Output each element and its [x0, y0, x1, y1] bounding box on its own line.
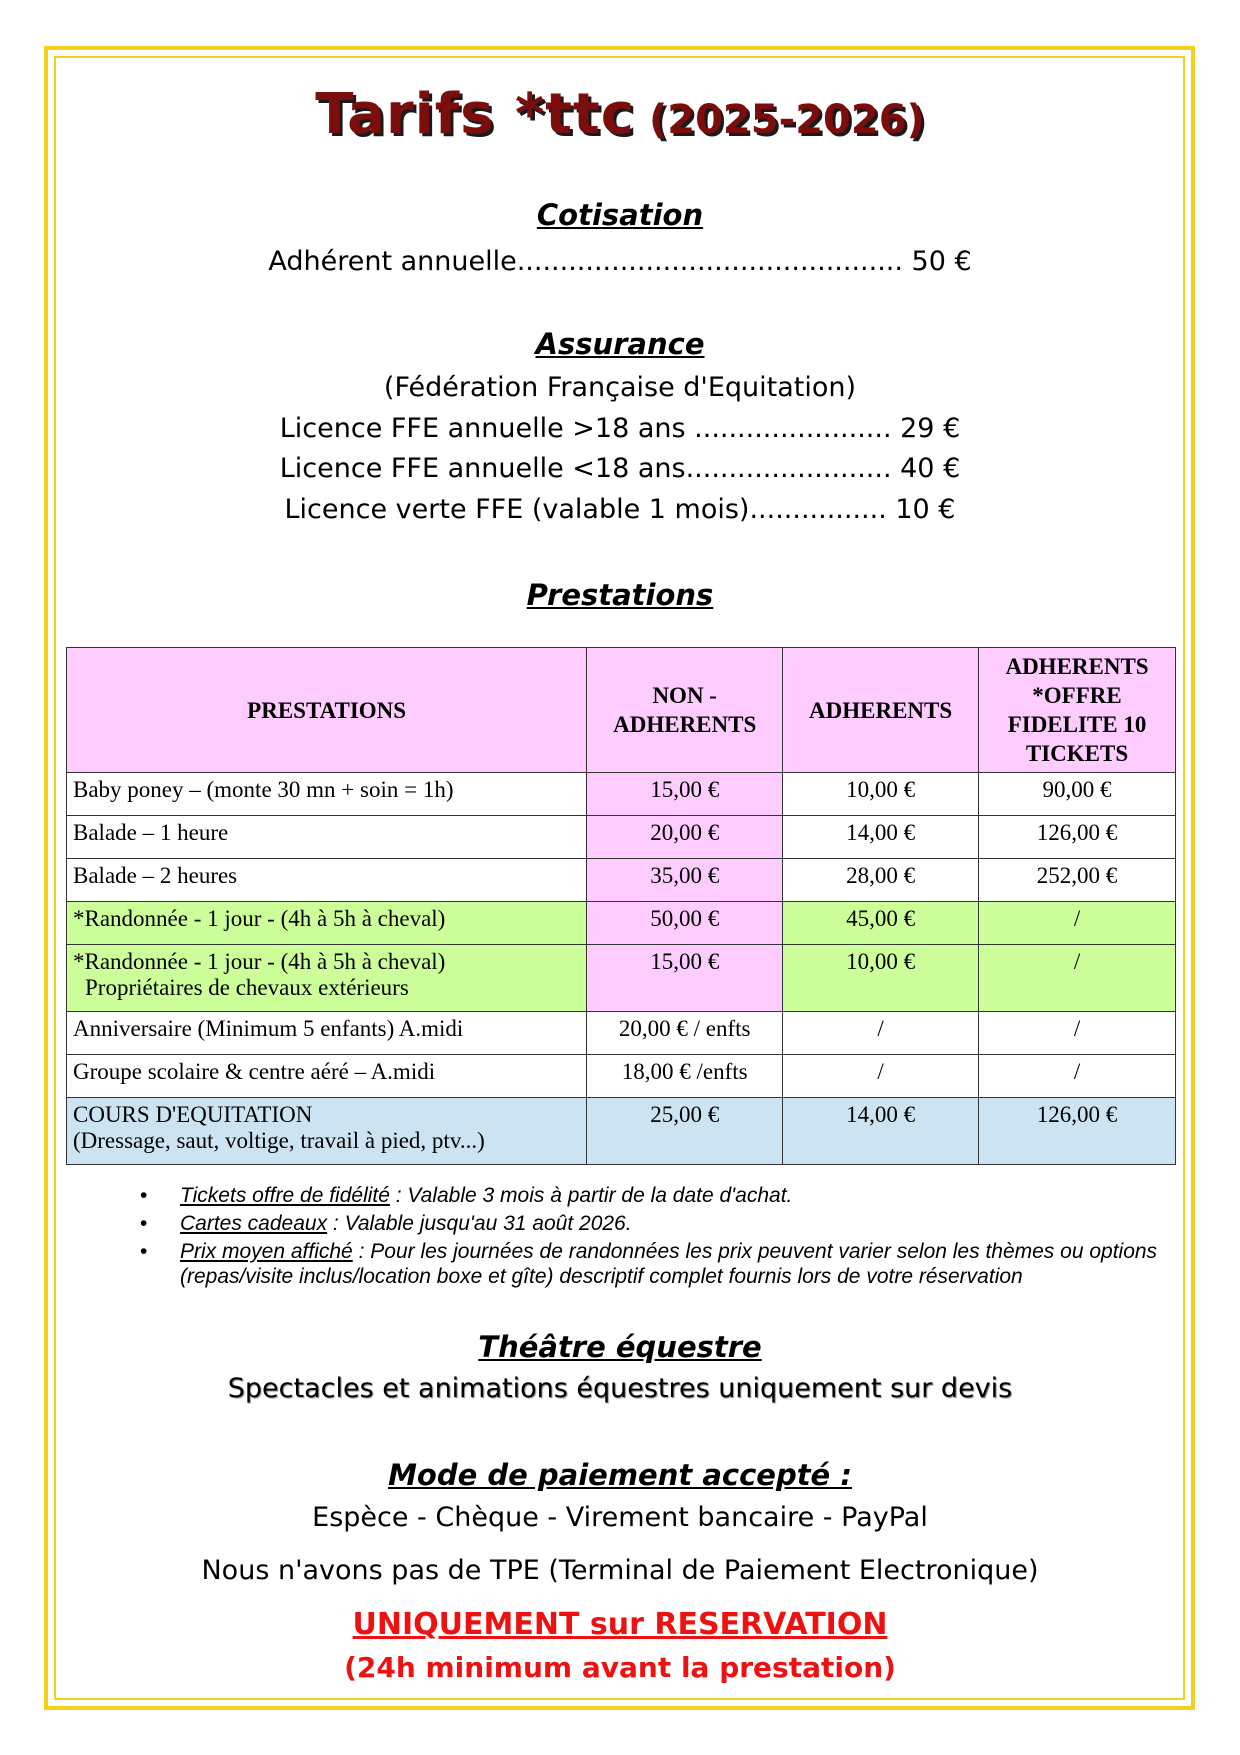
cell-adherents: 14,00 €	[783, 1098, 979, 1165]
table-row	[67, 1055, 1176, 1098]
cell-adherents: /	[783, 1012, 979, 1055]
reservation-line: UNIQUEMENT sur RESERVATION	[352, 1607, 888, 1642]
table-header-row	[67, 648, 1176, 773]
paiement-heading: Mode de paiement accepté :	[388, 1458, 852, 1492]
cell-adherents: 14,00 €	[783, 816, 979, 859]
note-item	[140, 1183, 1180, 1208]
licence-minor-line: Licence FFE annuelle <18 ans........................ 40 €	[279, 453, 961, 484]
col-header-fidelite: ADHERENTS *OFFRE FIDELITE 10 TICKETS	[979, 648, 1176, 773]
cotisation-line: Adhérent annuelle............................................. 50 €	[268, 246, 972, 277]
licence-adult-line: Licence FFE annuelle >18 ans ....................... 29 €	[279, 413, 961, 444]
table-row	[67, 816, 1176, 859]
bullet-icon: •	[140, 1240, 148, 1263]
cell-non-adherents: 20,00 € / enfts	[587, 1012, 783, 1055]
col-header-adherents: ADHERENTS	[783, 648, 979, 773]
title-main: Tarifs *ttc	[315, 82, 635, 147]
cell-adherents: 28,00 €	[783, 859, 979, 902]
cell-fidelite: /	[979, 945, 1176, 1012]
cell-non-adherents: 50,00 €	[587, 902, 783, 945]
bullet-icon: •	[140, 1184, 148, 1207]
cell-adherents: 10,00 €	[783, 945, 979, 1012]
note-text: : Valable 3 mois à partir de la date d'achat.	[389, 1184, 793, 1207]
table-row	[67, 859, 1176, 902]
cell-prestation	[67, 1055, 587, 1098]
cell-prestation	[67, 773, 587, 816]
cotisation-heading: Cotisation	[536, 198, 704, 232]
cell-fidelite: 90,00 €	[979, 773, 1176, 816]
theatre-line: Spectacles et animations équestres uniquement sur devis	[227, 1373, 1013, 1404]
cell-adherents: 10,00 €	[783, 773, 979, 816]
prestation-sub: (Dressage, saut, voltige, travail à pied, ptv...)	[73, 1128, 485, 1153]
note-key: Cartes cadeaux	[180, 1212, 328, 1235]
col-header-prestations: PRESTATIONS	[67, 648, 587, 773]
prestation-name: COURS D'EQUITATION	[73, 1102, 313, 1127]
cell-non-adherents: 15,00 €	[587, 773, 783, 816]
col-header-non-adherents: NON - ADHERENTS	[587, 648, 783, 773]
prestation-name: Anniversaire (Minimum 5 enfants) A.midi	[73, 1016, 464, 1041]
cell-fidelite: /	[979, 1055, 1176, 1098]
note-item	[140, 1239, 1180, 1289]
table-row	[67, 1098, 1176, 1165]
page-title	[0, 82, 1240, 147]
note-item	[140, 1211, 1180, 1236]
prestation-name: *Randonnée - 1 jour - (4h à 5h à cheval)	[73, 949, 446, 974]
assurance-heading: Assurance	[535, 327, 705, 361]
title-period: (2025-2026)	[648, 97, 925, 143]
reservation-delay: (24h minimum avant la prestation)	[344, 1651, 896, 1684]
table-row	[67, 1012, 1176, 1055]
assurance-subtitle: (Fédération Française d'Equitation)	[383, 372, 857, 403]
cell-non-adherents: 35,00 €	[587, 859, 783, 902]
cell-fidelite: /	[979, 902, 1176, 945]
prestation-name: *Randonnée - 1 jour - (4h à 5h à cheval)	[73, 906, 446, 931]
cell-prestation	[67, 1012, 587, 1055]
table-row	[67, 902, 1176, 945]
prestation-name: Groupe scolaire & centre aéré – A.midi	[73, 1059, 436, 1084]
cell-fidelite: 252,00 €	[979, 859, 1176, 902]
prestation-name: Balade – 2 heures	[73, 863, 238, 888]
prestation-sub: Propriétaires de chevaux extérieurs	[85, 975, 409, 1000]
cell-prestation	[67, 1098, 587, 1165]
paiement-note: Nous n'avons pas de TPE (Terminal de Paiement Electronique)	[201, 1555, 1039, 1586]
prestations-table	[66, 647, 1176, 1165]
note-key: Tickets offre de fidélité	[180, 1184, 390, 1207]
cell-prestation	[67, 902, 587, 945]
cell-fidelite: /	[979, 1012, 1176, 1055]
cell-prestation	[67, 945, 587, 1012]
cell-non-adherents: 18,00 € /enfts	[587, 1055, 783, 1098]
cell-fidelite: 126,00 €	[979, 816, 1176, 859]
note-text: : Pour les journées de randonnées les prix peuvent varier selon les thèmes ou options (repas/visite inclus/location boxe et gîte) descriptif complet fournis lors de votre réservation	[180, 1240, 1158, 1288]
table-row	[67, 945, 1176, 1012]
prestation-name: Balade – 1 heure	[73, 820, 229, 845]
prestation-name: Baby poney – (monte 30 mn + soin = 1h)	[73, 777, 454, 802]
table-row	[67, 773, 1176, 816]
cell-non-adherents: 25,00 €	[587, 1098, 783, 1165]
note-key: Prix moyen affiché	[180, 1240, 353, 1263]
licence-verte-line: Licence verte FFE (valable 1 mois)................ 10 €	[284, 494, 956, 525]
bullet-icon: •	[140, 1212, 148, 1235]
prestations-heading: Prestations	[526, 578, 714, 612]
cell-adherents: 45,00 €	[783, 902, 979, 945]
cell-non-adherents: 20,00 €	[587, 816, 783, 859]
paiement-methods: Espèce - Chèque - Virement bancaire - PayPal	[312, 1502, 928, 1533]
note-text: : Valable jusqu'au 31 août 2026.	[327, 1212, 632, 1235]
theatre-heading: Théâtre équestre	[478, 1330, 762, 1364]
cell-adherents: /	[783, 1055, 979, 1098]
cell-prestation	[67, 816, 587, 859]
notes-list	[140, 1183, 1180, 1292]
cell-non-adherents: 15,00 €	[587, 945, 783, 1012]
cell-prestation	[67, 859, 587, 902]
cell-fidelite: 126,00 €	[979, 1098, 1176, 1165]
